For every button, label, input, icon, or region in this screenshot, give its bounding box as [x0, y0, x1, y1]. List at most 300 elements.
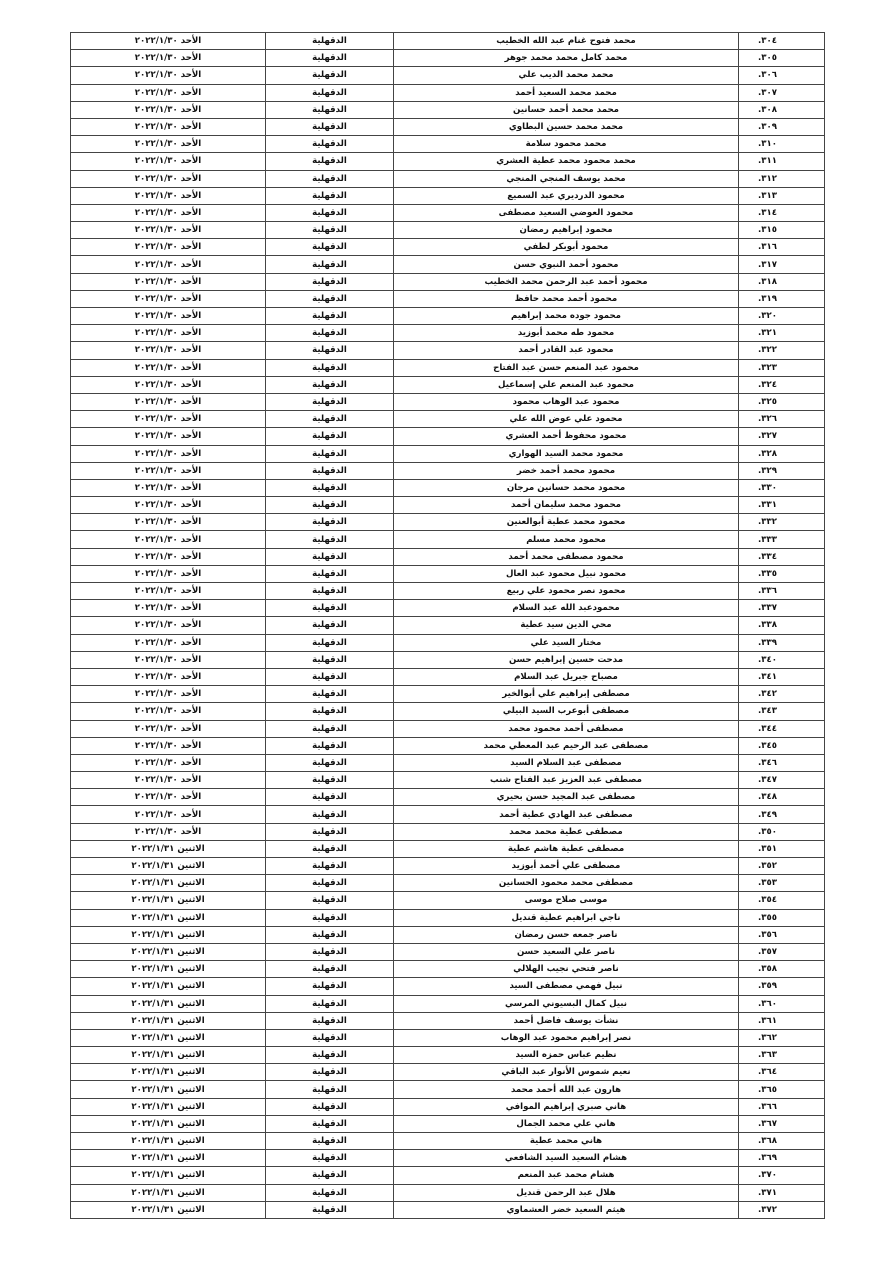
row-number-cell: ٣٢٣.	[739, 359, 825, 376]
table-row	[71, 239, 825, 256]
person-name-cell: محمود أبوبكر لطفي	[394, 239, 739, 256]
person-name-cell: ناصر جمعه حسن رمضان	[394, 926, 739, 943]
date-cell: الاثنين ٢٠٢٢/١/٣١	[71, 1047, 266, 1064]
date-cell: الاثنين ٢٠٢٢/١/٣١	[71, 1098, 266, 1115]
row-number-cell: ٣٥٩.	[739, 978, 825, 995]
row-number-cell: ٣٥١.	[739, 840, 825, 857]
governorate-cell: الدقهلية	[266, 479, 394, 496]
person-name-cell: محمود نبيل محمود عبد العال	[394, 565, 739, 582]
governorate-cell: الدقهلية	[266, 170, 394, 187]
date-cell: الاثنين ٢٠٢٢/١/٣١	[71, 1064, 266, 1081]
table-row	[71, 1098, 825, 1115]
person-name-cell: محمد كامل محمد محمد جوهر	[394, 50, 739, 67]
date-cell: الأحد ٢٠٢٢/١/٣٠	[71, 118, 266, 135]
date-cell: الاثنين ٢٠٢٢/١/٣١	[71, 840, 266, 857]
row-number-cell: ٣٤٥.	[739, 737, 825, 754]
governorate-cell: الدقهلية	[266, 1201, 394, 1218]
person-name-cell: محمود مصطفى محمد أحمد	[394, 548, 739, 565]
date-cell: الأحد ٢٠٢٢/١/٣٠	[71, 376, 266, 393]
person-name-cell: نصر إبراهيم محمود عبد الوهاب	[394, 1029, 739, 1046]
person-name-cell: مصطفى عطية محمد محمد	[394, 823, 739, 840]
table-row	[71, 411, 825, 428]
row-number-cell: ٣٢٦.	[739, 411, 825, 428]
table-row	[71, 1133, 825, 1150]
date-cell: الأحد ٢٠٢٢/١/٣٠	[71, 806, 266, 823]
person-name-cell: مصطفى أبوعرب السيد البيلي	[394, 703, 739, 720]
table-row	[71, 961, 825, 978]
governorate-cell: الدقهلية	[266, 445, 394, 462]
date-cell: الأحد ٢٠٢٢/١/٣٠	[71, 428, 266, 445]
person-name-cell: مصباح جبريل عبد السلام	[394, 668, 739, 685]
governorate-cell: الدقهلية	[266, 101, 394, 118]
table-row	[71, 222, 825, 239]
person-name-cell: محمود جوده محمد إبراهيم	[394, 308, 739, 325]
person-name-cell: محمد محمد السعيد أحمد	[394, 84, 739, 101]
table-row	[71, 789, 825, 806]
table-row	[71, 858, 825, 875]
date-cell: الاثنين ٢٠٢٢/١/٣١	[71, 1029, 266, 1046]
date-cell: الاثنين ٢٠٢٢/١/٣١	[71, 978, 266, 995]
date-cell: الاثنين ٢٠٢٢/١/٣١	[71, 926, 266, 943]
row-number-cell: ٣٦٤.	[739, 1064, 825, 1081]
person-name-cell: نبيل كمال البسيوني المرسي	[394, 995, 739, 1012]
row-number-cell: ٣٢٨.	[739, 445, 825, 462]
governorate-cell: الدقهلية	[266, 617, 394, 634]
governorate-cell: الدقهلية	[266, 204, 394, 221]
governorate-cell: الدقهلية	[266, 290, 394, 307]
table-row	[71, 531, 825, 548]
person-name-cell: محمود محفوظ أحمد العشري	[394, 428, 739, 445]
table-row	[71, 1047, 825, 1064]
table-row	[71, 101, 825, 118]
person-name-cell: مصطفى عبد الهادي عطية أحمد	[394, 806, 739, 823]
table-row	[71, 290, 825, 307]
row-number-cell: ٣٣٤.	[739, 548, 825, 565]
date-cell: الأحد ٢٠٢٢/١/٣٠	[71, 290, 266, 307]
row-number-cell: ٣٥٧.	[739, 943, 825, 960]
row-number-cell: ٣٦٠.	[739, 995, 825, 1012]
governorate-cell: الدقهلية	[266, 497, 394, 514]
row-number-cell: ٣٢٧.	[739, 428, 825, 445]
table-row	[71, 1150, 825, 1167]
row-number-cell: ٣٤٧.	[739, 772, 825, 789]
governorate-cell: الدقهلية	[266, 995, 394, 1012]
governorate-cell: الدقهلية	[266, 565, 394, 582]
date-cell: الأحد ٢٠٢٢/١/٣٠	[71, 273, 266, 290]
row-number-cell: ٣١٣.	[739, 187, 825, 204]
governorate-cell: الدقهلية	[266, 686, 394, 703]
row-number-cell: ٣٣١.	[739, 497, 825, 514]
date-cell: الأحد ٢٠٢٢/١/٣٠	[71, 136, 266, 153]
governorate-cell: الدقهلية	[266, 600, 394, 617]
person-name-cell: ناصر علي السعيد حسن	[394, 943, 739, 960]
person-name-cell: مصطفى أحمد محمود محمد	[394, 720, 739, 737]
table-row	[71, 892, 825, 909]
governorate-cell: الدقهلية	[266, 1098, 394, 1115]
governorate-cell: الدقهلية	[266, 1150, 394, 1167]
governorate-cell: الدقهلية	[266, 1029, 394, 1046]
table-row	[71, 342, 825, 359]
person-name-cell: محمود طه محمد أبوزيد	[394, 325, 739, 342]
person-name-cell: محمد يوسف المنجي المنجي	[394, 170, 739, 187]
person-name-cell: محمود عبد الوهاب محمود	[394, 393, 739, 410]
row-number-cell: ٣٠٩.	[739, 118, 825, 135]
governorate-cell: الدقهلية	[266, 239, 394, 256]
row-number-cell: ٣٠٧.	[739, 84, 825, 101]
row-number-cell: ٣٠٥.	[739, 50, 825, 67]
table-row	[71, 67, 825, 84]
date-cell: الأحد ٢٠٢٢/١/٣٠	[71, 325, 266, 342]
table-row	[71, 1167, 825, 1184]
person-name-cell: محمود محمد مسلم	[394, 531, 739, 548]
governorate-cell: الدقهلية	[266, 1047, 394, 1064]
person-name-cell: هارون عبد الله أحمد محمد	[394, 1081, 739, 1098]
governorate-cell: الدقهلية	[266, 342, 394, 359]
governorate-cell: الدقهلية	[266, 720, 394, 737]
row-number-cell: ٣٥٣.	[739, 875, 825, 892]
person-name-cell: محمد محمد حسين البطاوي	[394, 118, 739, 135]
person-name-cell: محمود محمد حسانين مرجان	[394, 479, 739, 496]
date-cell: الاثنين ٢٠٢٢/١/٣١	[71, 892, 266, 909]
table-row	[71, 926, 825, 943]
table-row	[71, 118, 825, 135]
date-cell: الأحد ٢٠٢٢/١/٣٠	[71, 686, 266, 703]
row-number-cell: ٣١٩.	[739, 290, 825, 307]
date-cell: الاثنين ٢٠٢٢/١/٣١	[71, 1184, 266, 1201]
governorate-cell: الدقهلية	[266, 978, 394, 995]
person-name-cell: مصطفى علي أحمد أبوزيد	[394, 858, 739, 875]
person-name-cell: مصطفى عبد المجيد حسن بحيري	[394, 789, 739, 806]
governorate-cell: الدقهلية	[266, 187, 394, 204]
date-cell: الأحد ٢٠٢٢/١/٣٠	[71, 737, 266, 754]
table-row	[71, 668, 825, 685]
governorate-cell: الدقهلية	[266, 651, 394, 668]
table-row	[71, 325, 825, 342]
table-row	[71, 204, 825, 221]
row-number-cell: ٣٢٠.	[739, 308, 825, 325]
date-cell: الأحد ٢٠٢٢/١/٣٠	[71, 153, 266, 170]
date-cell: الاثنين ٢٠٢٢/١/٣١	[71, 1167, 266, 1184]
row-number-cell: ٣٣٥.	[739, 565, 825, 582]
table-row	[71, 393, 825, 410]
person-name-cell: محمد محمد أحمد حسانين	[394, 101, 739, 118]
row-number-cell: ٣٧٢.	[739, 1201, 825, 1218]
governorate-cell: الدقهلية	[266, 548, 394, 565]
governorate-cell: الدقهلية	[266, 961, 394, 978]
person-name-cell: مختار السيد علي	[394, 634, 739, 651]
governorate-cell: الدقهلية	[266, 84, 394, 101]
person-name-cell: مصطفى محمد محمود الحسانين	[394, 875, 739, 892]
row-number-cell: ٣٤٠.	[739, 651, 825, 668]
row-number-cell: ٣١٤.	[739, 204, 825, 221]
date-cell: الأحد ٢٠٢٢/١/٣٠	[71, 600, 266, 617]
date-cell: الاثنين ٢٠٢٢/١/٣١	[71, 909, 266, 926]
governorate-cell: الدقهلية	[266, 222, 394, 239]
governorate-cell: الدقهلية	[266, 33, 394, 50]
date-cell: الأحد ٢٠٢٢/١/٣٠	[71, 772, 266, 789]
person-name-cell: محمود عبد المنعم علي إسماعيل	[394, 376, 739, 393]
person-name-cell: محمود محمد سليمان أحمد	[394, 497, 739, 514]
person-name-cell: مصطفى عبد الرحيم عبد المعطي محمد	[394, 737, 739, 754]
date-cell: الأحد ٢٠٢٢/١/٣٠	[71, 651, 266, 668]
governorate-cell: الدقهلية	[266, 393, 394, 410]
person-name-cell: محمود محمد عطية أبوالعنين	[394, 514, 739, 531]
date-cell: الأحد ٢٠٢٢/١/٣٠	[71, 256, 266, 273]
person-name-cell: محمود العوضي السعيد مصطفى	[394, 204, 739, 221]
document-sheet	[70, 32, 824, 1219]
date-cell: الأحد ٢٠٢٢/١/٣٠	[71, 411, 266, 428]
row-number-cell: ٣١٦.	[739, 239, 825, 256]
date-cell: الأحد ٢٠٢٢/١/٣٠	[71, 239, 266, 256]
row-number-cell: ٣٤٤.	[739, 720, 825, 737]
table-row	[71, 462, 825, 479]
person-name-cell: موسى صلاح موسى	[394, 892, 739, 909]
table-row	[71, 1115, 825, 1132]
row-number-cell: ٣٦٧.	[739, 1115, 825, 1132]
date-cell: الأحد ٢٠٢٢/١/٣٠	[71, 187, 266, 204]
person-name-cell: محمود أحمد النبوي حسن	[394, 256, 739, 273]
table-row	[71, 565, 825, 582]
governorate-cell: الدقهلية	[266, 634, 394, 651]
date-cell: الأحد ٢٠٢٢/١/٣٠	[71, 531, 266, 548]
date-cell: الأحد ٢٠٢٢/١/٣٠	[71, 479, 266, 496]
table-row	[71, 617, 825, 634]
date-cell: الأحد ٢٠٢٢/١/٣٠	[71, 668, 266, 685]
person-name-cell: محمود محمد السيد الهواري	[394, 445, 739, 462]
row-number-cell: ٣٥٨.	[739, 961, 825, 978]
date-cell: الاثنين ٢٠٢٢/١/٣١	[71, 1133, 266, 1150]
row-number-cell: ٣٤١.	[739, 668, 825, 685]
row-number-cell: ٣٢٩.	[739, 462, 825, 479]
row-number-cell: ٣٥٤.	[739, 892, 825, 909]
person-name-cell: مصطفى عطية هاشم عطية	[394, 840, 739, 857]
governorate-cell: الدقهلية	[266, 789, 394, 806]
date-cell: الأحد ٢٠٢٢/١/٣٠	[71, 170, 266, 187]
table-row	[71, 1012, 825, 1029]
row-number-cell: ٣٣٢.	[739, 514, 825, 531]
table-row	[71, 187, 825, 204]
governorate-cell: الدقهلية	[266, 411, 394, 428]
table-row	[71, 875, 825, 892]
governorate-cell: الدقهلية	[266, 462, 394, 479]
row-number-cell: ٣٦٢.	[739, 1029, 825, 1046]
governorate-cell: الدقهلية	[266, 806, 394, 823]
row-number-cell: ٣٢٢.	[739, 342, 825, 359]
person-name-cell: هلال عبد الرحمن قنديل	[394, 1184, 739, 1201]
table-row	[71, 1201, 825, 1218]
table-row	[71, 978, 825, 995]
table-row	[71, 84, 825, 101]
row-number-cell: ٣١٥.	[739, 222, 825, 239]
table-row	[71, 308, 825, 325]
row-number-cell: ٣٤٦.	[739, 754, 825, 771]
date-cell: الأحد ٢٠٢٢/١/٣٠	[71, 445, 266, 462]
date-cell: الأحد ٢٠٢٢/١/٣٠	[71, 617, 266, 634]
governorate-cell: الدقهلية	[266, 118, 394, 135]
date-cell: الاثنين ٢٠٢٢/١/٣١	[71, 1081, 266, 1098]
person-name-cell: مدحت حسين إبراهيم حسن	[394, 651, 739, 668]
roster-table-body	[71, 33, 825, 1219]
governorate-cell: الدقهلية	[266, 1133, 394, 1150]
date-cell: الاثنين ٢٠٢٢/١/٣١	[71, 875, 266, 892]
table-row	[71, 583, 825, 600]
governorate-cell: الدقهلية	[266, 1115, 394, 1132]
table-row	[71, 840, 825, 857]
row-number-cell: ٣١٧.	[739, 256, 825, 273]
row-number-cell: ٣١٨.	[739, 273, 825, 290]
table-row	[71, 256, 825, 273]
row-number-cell: ٣٥٠.	[739, 823, 825, 840]
date-cell: الاثنين ٢٠٢٢/١/٣١	[71, 1201, 266, 1218]
table-row	[71, 497, 825, 514]
date-cell: الأحد ٢٠٢٢/١/٣٠	[71, 67, 266, 84]
table-row	[71, 1184, 825, 1201]
governorate-cell: الدقهلية	[266, 67, 394, 84]
row-number-cell: ٣٥٥.	[739, 909, 825, 926]
person-name-cell: هشام محمد عبد المنعم	[394, 1167, 739, 1184]
date-cell: الأحد ٢٠٢٢/١/٣٠	[71, 565, 266, 582]
governorate-cell: الدقهلية	[266, 772, 394, 789]
person-name-cell: هيثم السعيد خضر العشماوي	[394, 1201, 739, 1218]
table-row	[71, 720, 825, 737]
governorate-cell: الدقهلية	[266, 1184, 394, 1201]
row-number-cell: ٣٠٨.	[739, 101, 825, 118]
date-cell: الأحد ٢٠٢٢/١/٣٠	[71, 101, 266, 118]
person-name-cell: محمودعبد الله عبد السلام	[394, 600, 739, 617]
person-name-cell: محمد فتوح غنام عبد الله الخطيب	[394, 33, 739, 50]
table-row	[71, 651, 825, 668]
table-row	[71, 428, 825, 445]
date-cell: الأحد ٢٠٢٢/١/٣٠	[71, 204, 266, 221]
date-cell: الأحد ٢٠٢٢/١/٣٠	[71, 823, 266, 840]
row-number-cell: ٣٦٩.	[739, 1150, 825, 1167]
row-number-cell: ٣٦٥.	[739, 1081, 825, 1098]
row-number-cell: ٣١٢.	[739, 170, 825, 187]
table-row	[71, 703, 825, 720]
table-row	[71, 823, 825, 840]
person-name-cell: نشأت يوسف فاضل أحمد	[394, 1012, 739, 1029]
governorate-cell: الدقهلية	[266, 909, 394, 926]
person-name-cell: نعيم شموس الأنوار عبد الباقي	[394, 1064, 739, 1081]
row-number-cell: ٣٥٦.	[739, 926, 825, 943]
table-row	[71, 136, 825, 153]
table-row	[71, 273, 825, 290]
person-name-cell: مصطفى عبد السلام السيد	[394, 754, 739, 771]
row-number-cell: ٣٤٩.	[739, 806, 825, 823]
governorate-cell: الدقهلية	[266, 531, 394, 548]
governorate-cell: الدقهلية	[266, 858, 394, 875]
date-cell: الأحد ٢٠٢٢/١/٣٠	[71, 497, 266, 514]
table-row	[71, 1064, 825, 1081]
date-cell: الاثنين ٢٠٢٢/١/٣١	[71, 858, 266, 875]
person-name-cell: هشام السعيد السيد الشافعي	[394, 1150, 739, 1167]
governorate-cell: الدقهلية	[266, 136, 394, 153]
date-cell: الأحد ٢٠٢٢/١/٣٠	[71, 462, 266, 479]
date-cell: الاثنين ٢٠٢٢/١/٣١	[71, 1115, 266, 1132]
governorate-cell: الدقهلية	[266, 428, 394, 445]
date-cell: الأحد ٢٠٢٢/١/٣٠	[71, 342, 266, 359]
governorate-cell: الدقهلية	[266, 273, 394, 290]
row-number-cell: ٣٣٩.	[739, 634, 825, 651]
governorate-cell: الدقهلية	[266, 514, 394, 531]
governorate-cell: الدقهلية	[266, 823, 394, 840]
table-row	[71, 170, 825, 187]
person-name-cell: هاني صبري إبراهيم الموافي	[394, 1098, 739, 1115]
table-row	[71, 359, 825, 376]
row-number-cell: ٣٠٤.	[739, 33, 825, 50]
person-name-cell: نبيل فهمي مصطفى السيد	[394, 978, 739, 995]
governorate-cell: الدقهلية	[266, 1081, 394, 1098]
date-cell: الأحد ٢٠٢٢/١/٣٠	[71, 50, 266, 67]
row-number-cell: ٣١١.	[739, 153, 825, 170]
date-cell: الأحد ٢٠٢٢/١/٣٠	[71, 308, 266, 325]
governorate-cell: الدقهلية	[266, 1167, 394, 1184]
person-name-cell: محمود عبد المنعم حسن عبد الفتاح	[394, 359, 739, 376]
row-number-cell: ٣٧١.	[739, 1184, 825, 1201]
table-row	[71, 995, 825, 1012]
table-row	[71, 33, 825, 50]
person-name-cell: ناصر فتحي نجيب الهلالي	[394, 961, 739, 978]
row-number-cell: ٣٤٣.	[739, 703, 825, 720]
table-row	[71, 479, 825, 496]
table-row	[71, 50, 825, 67]
table-row	[71, 686, 825, 703]
table-row	[71, 909, 825, 926]
governorate-cell: الدقهلية	[266, 668, 394, 685]
row-number-cell: ٣٣٣.	[739, 531, 825, 548]
row-number-cell: ٣٣٠.	[739, 479, 825, 496]
person-name-cell: محي الدين سيد عطية	[394, 617, 739, 634]
date-cell: الأحد ٢٠٢٢/١/٣٠	[71, 33, 266, 50]
date-cell: الأحد ٢٠٢٢/١/٣٠	[71, 514, 266, 531]
governorate-cell: الدقهلية	[266, 153, 394, 170]
table-row	[71, 772, 825, 789]
table-row	[71, 514, 825, 531]
table-row	[71, 376, 825, 393]
governorate-cell: الدقهلية	[266, 754, 394, 771]
row-number-cell: ٣١٠.	[739, 136, 825, 153]
row-number-cell: ٣٦٣.	[739, 1047, 825, 1064]
person-name-cell: محمد محمود سلامة	[394, 136, 739, 153]
date-cell: الأحد ٢٠٢٢/١/٣٠	[71, 222, 266, 239]
date-cell: الأحد ٢٠٢٢/١/٣٠	[71, 359, 266, 376]
row-number-cell: ٣٢٤.	[739, 376, 825, 393]
person-name-cell: هاني علي محمد الجمال	[394, 1115, 739, 1132]
date-cell: الأحد ٢٠٢٢/١/٣٠	[71, 84, 266, 101]
row-number-cell: ٣٦٦.	[739, 1098, 825, 1115]
date-cell: الأحد ٢٠٢٢/١/٣٠	[71, 754, 266, 771]
governorate-cell: الدقهلية	[266, 703, 394, 720]
table-row	[71, 445, 825, 462]
table-row	[71, 737, 825, 754]
row-number-cell: ٣٤٨.	[739, 789, 825, 806]
row-number-cell: ٣٣٨.	[739, 617, 825, 634]
date-cell: الأحد ٢٠٢٢/١/٣٠	[71, 393, 266, 410]
governorate-cell: الدقهلية	[266, 875, 394, 892]
governorate-cell: الدقهلية	[266, 943, 394, 960]
table-row	[71, 634, 825, 651]
table-row	[71, 600, 825, 617]
governorate-cell: الدقهلية	[266, 50, 394, 67]
person-name-cell: محمود نصر محمود علي ربيع	[394, 583, 739, 600]
row-number-cell: ٣٢١.	[739, 325, 825, 342]
governorate-cell: الدقهلية	[266, 1012, 394, 1029]
governorate-cell: الدقهلية	[266, 840, 394, 857]
person-name-cell: نظيم عباس حمزه السيد	[394, 1047, 739, 1064]
person-name-cell: هاني محمد عطية	[394, 1133, 739, 1150]
person-name-cell: محمود الدرديري عبد السميع	[394, 187, 739, 204]
governorate-cell: الدقهلية	[266, 325, 394, 342]
